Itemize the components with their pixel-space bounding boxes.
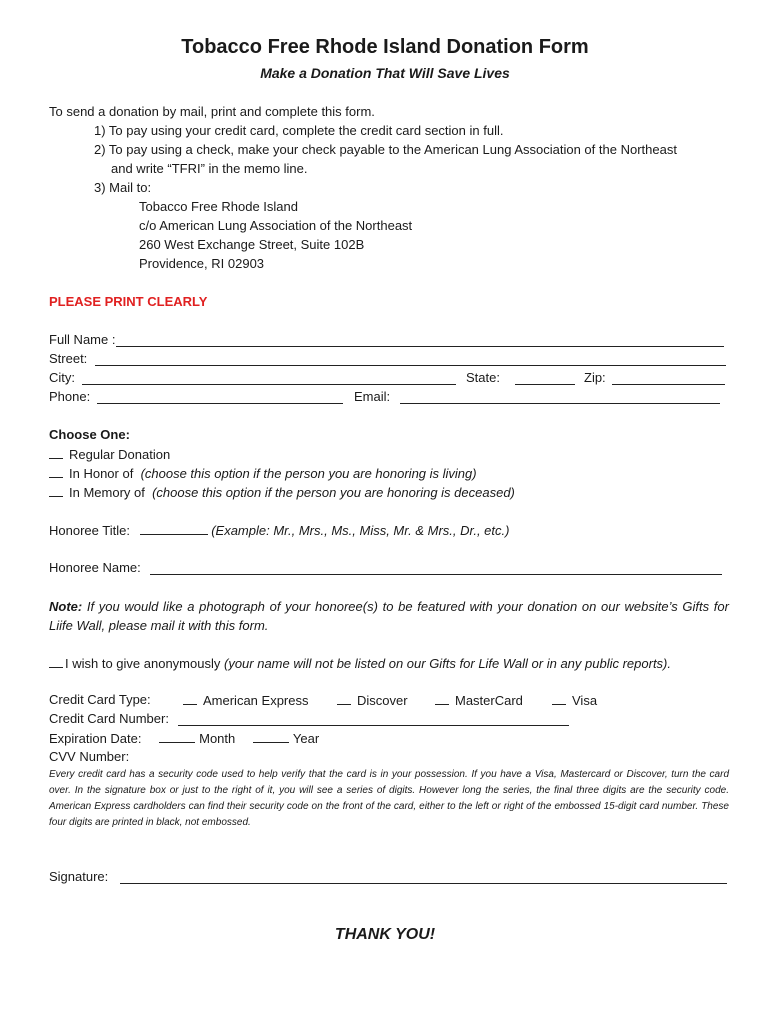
discover-checkbox[interactable]	[337, 692, 351, 705]
in-memory-note: (choose this option if the person you are honoring is deceased)	[152, 485, 515, 500]
card-number-label: Credit Card Number:	[49, 711, 169, 726]
street-label: Street:	[49, 351, 88, 366]
honoree-name-field[interactable]	[150, 574, 722, 575]
instructions-intro: To send a donation by mail, print and complete this form.	[49, 104, 375, 119]
instructions-step-1: 1) To pay using your credit card, complete the credit card section in full.	[94, 123, 504, 138]
photo-note	[49, 597, 729, 635]
card-number-field[interactable]	[178, 725, 569, 726]
street-field[interactable]	[95, 365, 726, 366]
in-memory-checkbox[interactable]	[49, 484, 63, 497]
form-title: Tobacco Free Rhode Island Donation Form	[181, 36, 589, 58]
choose-one-heading: Choose One:	[49, 427, 130, 442]
form-subtitle: Make a Donation That Will Save Lives	[260, 65, 510, 81]
card-type-amex[interactable]	[183, 692, 308, 708]
note-label: Note:	[49, 599, 83, 614]
phone-label: Phone:	[49, 389, 91, 404]
state-label: State:	[466, 370, 500, 385]
city-field[interactable]	[82, 384, 456, 385]
expiration-label: Expiration Date:	[49, 731, 142, 746]
instructions-step-2: 2) To pay using a check, make your check payable to the American Lung Association of the Northeast	[94, 142, 677, 157]
amex-label: American Express	[203, 693, 309, 708]
mastercard-checkbox[interactable]	[435, 692, 449, 705]
address-line: c/o American Lung Association of the Northeast	[139, 218, 413, 233]
instructions-step-2-cont: and write “TFRI” in the memo line.	[111, 161, 308, 176]
email-label: Email:	[354, 389, 391, 404]
zip-label: Zip:	[584, 370, 606, 385]
visa-label: Visa	[572, 693, 598, 708]
amex-checkbox[interactable]	[183, 692, 197, 705]
thank-you-text: THANK YOU!	[334, 926, 436, 943]
expiration-year-field[interactable]	[253, 730, 289, 743]
in-honor-label: In Honor of	[69, 466, 134, 481]
card-type-label: Credit Card Type:	[49, 692, 151, 707]
regular-donation-label: Regular Donation	[69, 447, 171, 462]
signature-label: Signature:	[49, 869, 109, 884]
in-honor-checkbox[interactable]	[49, 465, 63, 478]
anonymous-checkbox[interactable]	[49, 655, 63, 668]
regular-donation-checkbox[interactable]	[49, 446, 63, 459]
zip-field[interactable]	[612, 384, 725, 385]
card-type-visa[interactable]	[552, 692, 597, 708]
card-type-mastercard[interactable]	[435, 692, 523, 708]
option-in-memory[interactable]	[49, 484, 515, 500]
in-honor-note: (choose this option if the person you are honoring is living)	[140, 466, 477, 481]
in-memory-label: In Memory of	[69, 485, 145, 500]
cvv-label: CVV Number:	[49, 749, 130, 764]
instructions-step-3: 3) Mail to:	[94, 180, 152, 195]
option-in-honor[interactable]	[49, 465, 477, 481]
expiration-month-field[interactable]	[159, 730, 195, 743]
discover-label: Discover	[357, 693, 408, 708]
card-type-discover[interactable]	[337, 692, 408, 708]
expiration-row	[49, 730, 319, 746]
email-field[interactable]	[400, 403, 720, 404]
honoree-title-row	[49, 522, 509, 538]
address-line: 260 West Exchange Street, Suite 102B	[139, 237, 365, 252]
state-field[interactable]	[515, 384, 575, 385]
honoree-title-field[interactable]	[140, 522, 208, 535]
anonymous-option[interactable]	[49, 655, 671, 671]
anonymous-label: I wish to give anonymously	[65, 656, 221, 671]
full-name-label: Full Name :	[49, 332, 116, 347]
honoree-name-label: Honoree Name:	[49, 560, 141, 575]
option-regular-donation[interactable]	[49, 446, 170, 462]
cvv-explanation: Every credit card has a security code used to help verify that the card is in your possession. If you have a Visa, Mastercard or Discover, turn the card over. In the signature box or just to the right of it, you will see a series of digits. However long the series, the final three digits are the security code. American Express cardholders can find their security code on the front of the card, either to the left or right of the embossed 15-digit card number. These four digits are printed in black, not embossed.	[49, 769, 729, 828]
address-line: Providence, RI 02903	[139, 256, 265, 271]
full-name-field[interactable]	[116, 346, 724, 347]
phone-field[interactable]	[97, 403, 343, 404]
address-line: Tobacco Free Rhode Island	[139, 199, 298, 214]
note-text: If you would like a photograph of your honoree(s) to be featured with your donation on our website’s Gifts for Liife Wall, please mail it with this form.	[49, 599, 729, 633]
honoree-title-example: (Example: Mr., Mrs., Ms., Miss, Mr. & Mrs., Dr., etc.)	[211, 523, 510, 538]
visa-checkbox[interactable]	[552, 692, 566, 705]
month-label: Month	[199, 731, 236, 746]
print-clearly-notice: PLEASE PRINT CLEARLY	[49, 294, 208, 309]
signature-field[interactable]	[120, 883, 727, 884]
mastercard-label: MasterCard	[455, 693, 523, 708]
city-label: City:	[49, 370, 75, 385]
honoree-title-label: Honoree Title:	[49, 523, 130, 538]
year-label: Year	[292, 731, 320, 746]
anonymous-note: (your name will not be listed on our Gifts for Life Wall or in any public reports).	[223, 656, 671, 671]
